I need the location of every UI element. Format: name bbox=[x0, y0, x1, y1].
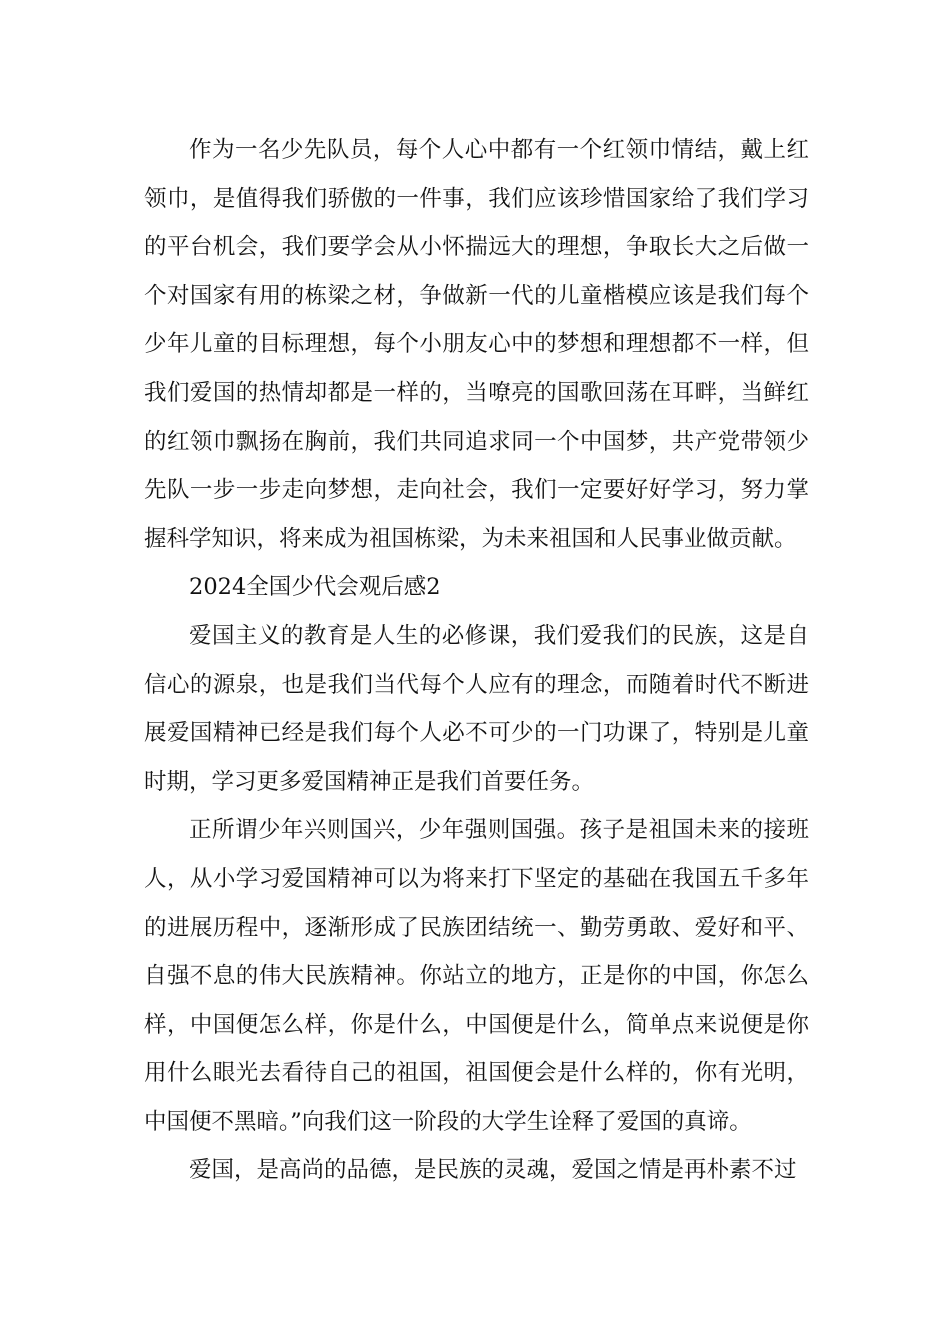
paragraph-red-scarf: 作为一名少先队员，每个人心中都有一个红领巾情结，戴上红领巾，是值得我们骄傲的一件事，我们应该珍惜国家给了我们学习的平台机会，我们要学会从小怀揣远大的理想，争取长大之后做一个对国家有用的栋梁之材，争做新一代的儿童楷模应该是我们每个少年儿童的目标理想，每个小朋友心中的梦想和理想都不一样，但我们爱国的热情却都是一样的，当嘹亮的国歌回荡在耳畔，当鲜红的红领巾飘扬在胸前，我们共同追求同一个中国梦，共产党带领少先队一步一步走向梦想，走向社会，我们一定要好好学习，努力掌握科学知识，将来成为祖国栋梁，为未来祖国和人民事业做贡献。 bbox=[144, 137, 809, 552]
paragraph-youth-strong: 正所谓少年兴则国兴，少年强则国强。孩子是祖国未来的接班人，从小学习爱国精神可以为将来打下坚定的基础在我国五千多年的进展历程中，逐渐形成了民族团结统一、勤劳勇敢、爱好和平、自强不息的伟大民族精神。你站立的地方，正是你的中国，你怎么样，中国便怎么样，你是什么，中国便是什么，简单点来说便是你用什么眼光去看待自己的祖国，祖国便会是什么样的，你有光明，中国便不黑暗。”向我们这一阶段的大学生诠释了爱国的真谛。 bbox=[144, 817, 809, 1135]
section-heading: 2024全国少代会观后感2 bbox=[189, 574, 441, 601]
document-body bbox=[144, 126, 809, 1195]
paragraph-patriotic-education: 爱国主义的教育是人生的必修课，我们爱我们的民族，这是自信心的源泉，也是我们当代每个人应有的理念，而随着时代不断进展爱国精神已经是我们每个人必不可少的一门功课了，特别是儿童时期，学习更多爱国精神正是我们首要任务。 bbox=[144, 622, 809, 795]
paragraph-patriotism: 爱国，是高尚的品德，是民族的灵魂，爱国之情是再朴素不过 bbox=[189, 1157, 797, 1184]
